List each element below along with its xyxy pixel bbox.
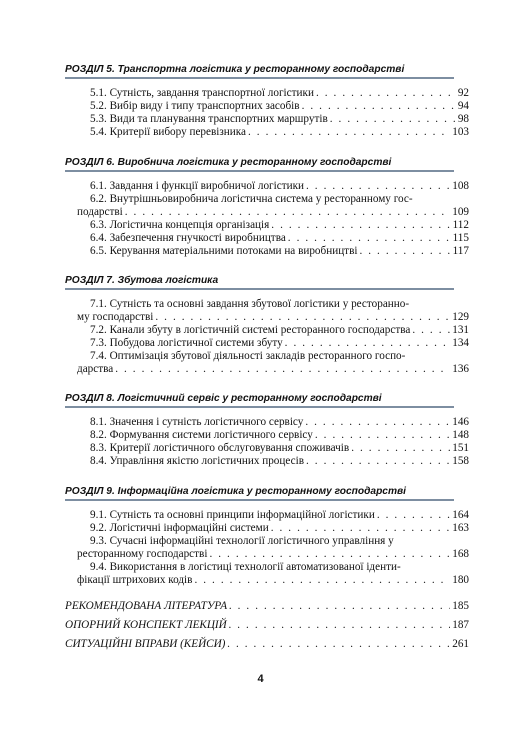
dot-leader	[306, 180, 450, 193]
toc-entry[interactable]: 7.3. Побудова логістичної системи збуту . . . 134	[90, 337, 469, 350]
toc-entry[interactable]: 6.4. Забезпечення гнучкості виробництва . . . 115	[90, 232, 469, 245]
dot-leader	[315, 429, 450, 442]
dot-leader	[125, 206, 450, 219]
toc-entry[interactable]: 9.3. Сучасні інформаційні технології логістичного управління у	[90, 535, 394, 547]
toc-entry-continuation[interactable]: му господарстві . . . 129	[77, 311, 469, 324]
chapter-8-title: РОЗДІЛ 8. Логістичний сервіс у ресторанному господарстві	[65, 393, 382, 404]
toc-entry[interactable]: 5.4. Критерії вибору перевізника . . . 103	[90, 126, 469, 139]
toc-entry[interactable]: 6.2. Внутрішньовиробнича логістична система у ресторанному гос-	[90, 193, 413, 205]
toc-entry-continuation[interactable]: подарстві . . . 109	[77, 206, 469, 219]
chapter-6-entries	[77, 180, 469, 258]
chapter-6-title: РОЗДІЛ 6. Виробнича логістика у ресторанному господарстві	[65, 157, 392, 168]
page-number: 4	[257, 673, 264, 685]
chapter-7-title: РОЗДІЛ 7. Збутова логістика	[65, 275, 219, 286]
toc-entry[interactable]: 7.1. Сутність та основні завдання збутової логістики у ресторанно-	[90, 298, 410, 310]
toc-entry[interactable]: 6.1. Завдання і функції виробничої логістики . . . 108	[90, 180, 469, 193]
toc-entry[interactable]: 8.4. Управління якістю логістичних процесів . . . 158	[90, 455, 469, 468]
chapter-7-entries	[77, 298, 469, 376]
toc-entry[interactable]: 9.1. Сутність та основні принципи інформаційної логістики . . . 164	[90, 509, 469, 522]
dot-leader	[248, 126, 450, 139]
dot-leader	[229, 619, 451, 632]
toc-entry[interactable]: 7.2. Канали збуту в логістичній системі ресторанного господарства . . . 131	[90, 324, 469, 337]
chapter-9-title: РОЗДІЛ 9. Інформаційна логістика у ресторанному господарстві	[65, 486, 407, 497]
dot-leader	[271, 522, 451, 535]
chapter-5-title: РОЗДІЛ 5. Транспортна логістика у ресторанному господарстві	[65, 64, 405, 75]
dot-leader	[330, 113, 456, 126]
toc-entry-continuation[interactable]: ресторанному господарстві . . . 168	[77, 548, 469, 561]
dot-leader	[227, 638, 450, 651]
chapter-8-rule	[65, 406, 454, 408]
chapter-5-rule	[65, 77, 454, 79]
dot-leader	[316, 87, 456, 100]
chapter-8-entries	[90, 416, 469, 468]
toc-entry[interactable]: 5.1. Сутність, завдання транспортної логістики . . . 92	[90, 87, 469, 100]
toc-entry[interactable]: 8.2. Формування системи логістичного сервісу . . . 148	[90, 429, 469, 442]
dot-leader	[115, 363, 450, 376]
toc-entry-cases[interactable]: СИТУАЦІЙНІ ВПРАВИ (КЕЙСИ) . . . 261	[65, 638, 469, 657]
toc-entry[interactable]: 9.4. Використання в логістиці технології автоматизованої іденти-	[90, 561, 401, 573]
dot-leader	[194, 574, 450, 587]
toc-entry[interactable]: 8.3. Критерії логістичного обслуговування споживачів . . . 151	[90, 442, 469, 455]
dot-leader	[285, 337, 451, 350]
dot-leader	[359, 245, 450, 258]
dot-leader	[288, 232, 451, 245]
toc-entry[interactable]: 8.1. Значення і сутність логістичного сервісу . . . 146	[90, 416, 469, 429]
dot-leader	[229, 600, 450, 613]
toc-entry-lecture-notes[interactable]: ОПОРНИЙ КОНСПЕКТ ЛЕКЦІЙ . . . 187	[65, 619, 469, 638]
dot-leader	[351, 442, 450, 455]
chapter-7-rule	[65, 288, 454, 290]
dot-leader	[412, 324, 450, 337]
dot-leader	[155, 311, 450, 324]
toc-entry[interactable]: 9.2. Логістичні інформаційні системи . . . 163	[90, 522, 469, 535]
back-matter	[65, 600, 469, 657]
toc-entry[interactable]: 5.3. Види та планування транспортних маршрутів . . . 98	[90, 113, 469, 126]
dot-leader	[306, 455, 450, 468]
toc-entry-literature[interactable]: РЕКОМЕНДОВАНА ЛІТЕРАТУРА . . . 185	[65, 600, 469, 619]
chapter-9-entries	[77, 509, 469, 587]
toc-entry[interactable]: 7.4. Оптимізація збутової діяльності закладів ресторанного госпо-	[90, 350, 406, 362]
dot-leader	[302, 100, 456, 113]
toc-entry[interactable]: 6.5. Керування матеріальними потоками на виробництві . . . 117	[90, 245, 469, 258]
toc-entry[interactable]: 5.2. Вибір виду і типу транспортних засобів . . . 94	[90, 100, 469, 113]
toc-entry-continuation[interactable]: дарства . . . 136	[77, 363, 469, 376]
toc-entry[interactable]: 6.3. Логістична концепція організація . . . 112	[90, 219, 469, 232]
dot-leader	[209, 548, 450, 561]
dot-leader	[377, 509, 450, 522]
chapter-5-entries	[90, 87, 469, 139]
dot-leader	[305, 416, 450, 429]
toc-entry-continuation[interactable]: фікації штрихових кодів . . . 180	[77, 574, 469, 587]
chapter-9-rule	[65, 499, 454, 501]
dot-leader	[271, 219, 450, 232]
chapter-6-rule	[65, 170, 454, 172]
